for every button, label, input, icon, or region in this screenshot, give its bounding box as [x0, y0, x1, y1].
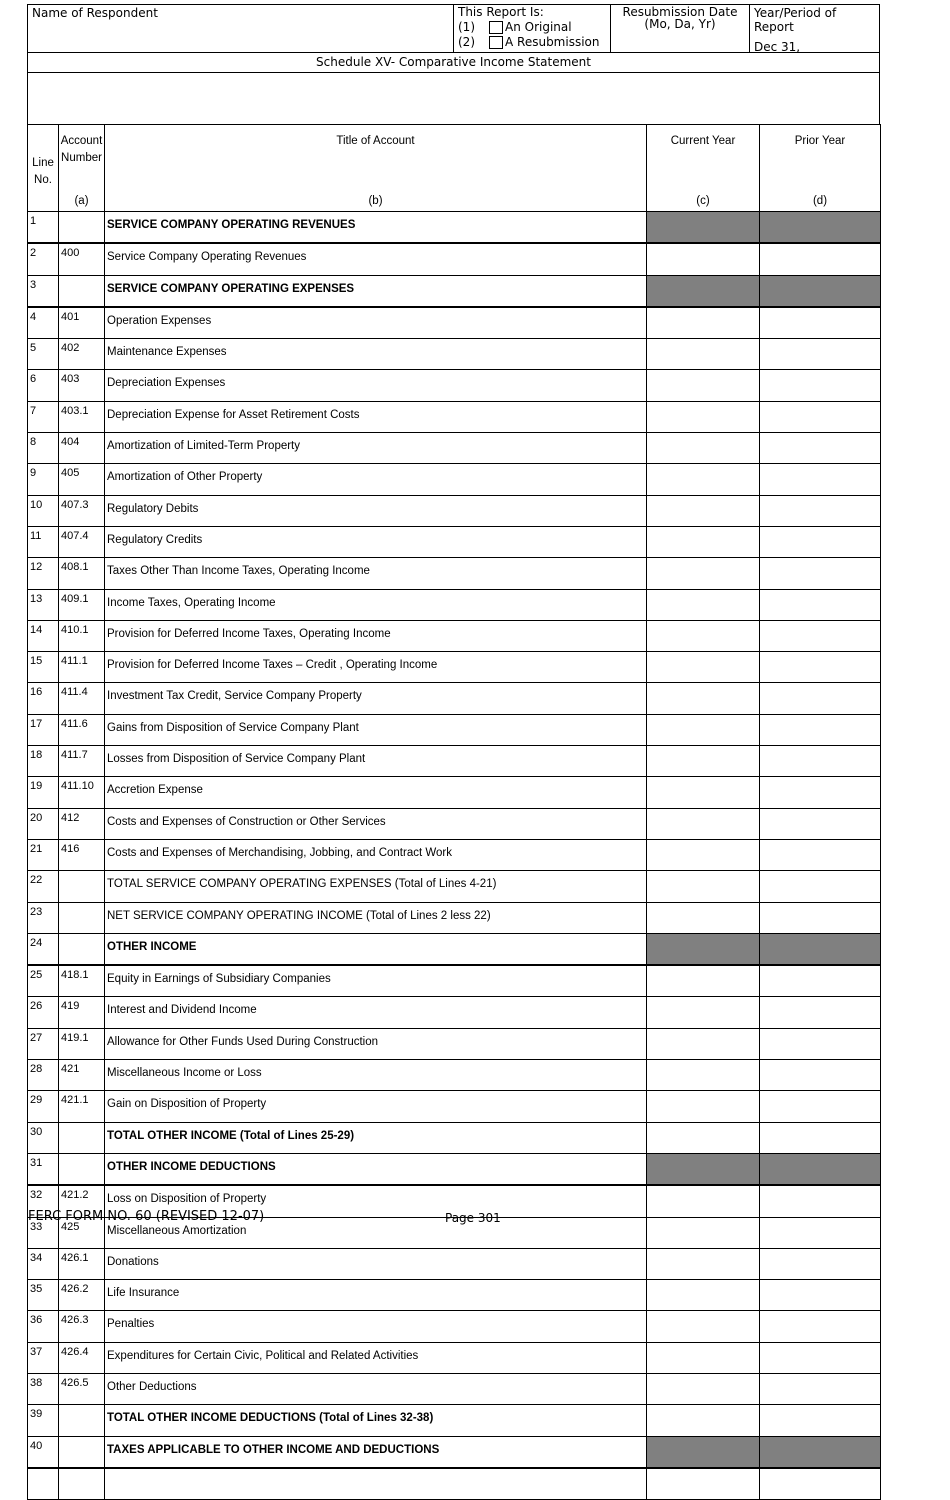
prior-year-value[interactable] — [760, 1122, 881, 1153]
column-letter-b: (b) — [368, 195, 383, 207]
account-title: Regulatory Debits — [105, 495, 647, 526]
line-number: 29 — [28, 1091, 59, 1122]
table-row — [28, 777, 881, 808]
table-row — [28, 1060, 881, 1091]
line-number: 25 — [28, 965, 59, 997]
table-row — [28, 558, 881, 589]
prior-year-value — [760, 212, 881, 244]
account-number — [59, 933, 105, 965]
page-number: Page 301 — [445, 1211, 501, 1225]
account-title: Amortization of Limited-Term Property — [105, 433, 647, 464]
current-year-value[interactable] — [647, 495, 760, 526]
title-of-account-header — [105, 125, 647, 212]
account-number: 426.5 — [59, 1373, 105, 1404]
table-row — [28, 307, 881, 339]
account-title: Depreciation Expenses — [105, 370, 647, 401]
line-number: 1 — [28, 212, 59, 244]
respondent-name-label: Name of Respondent — [32, 6, 158, 20]
column-letter-a: (a) — [74, 195, 89, 207]
account-number: 416 — [59, 839, 105, 870]
table-row — [28, 683, 881, 714]
account-number — [59, 212, 105, 244]
account-title: Costs and Expenses of Merchandising, Jobbing, and Contract Work — [105, 839, 647, 870]
account-number: 411.10 — [59, 777, 105, 808]
account-number: 418.1 — [59, 965, 105, 997]
line-number: 2 — [28, 243, 59, 275]
current-year-value[interactable] — [647, 1373, 760, 1404]
account-title: Life Insurance — [105, 1280, 647, 1311]
account-title: Penalties — [105, 1311, 647, 1342]
prior-year-value[interactable] — [760, 746, 881, 777]
current-year-value[interactable] — [647, 839, 760, 870]
line-number: 11 — [28, 526, 59, 557]
account-title: Regulatory Credits — [105, 526, 647, 557]
prior-year-value[interactable] — [760, 1468, 881, 1500]
account-title: Allowance for Other Funds Used During Construction — [105, 1028, 647, 1059]
line-number: 22 — [28, 871, 59, 902]
line-number: 21 — [28, 839, 59, 870]
option-original — [458, 20, 606, 35]
account-title: Taxes Other Than Income Taxes, Operating Income — [105, 558, 647, 589]
line-number: 27 — [28, 1028, 59, 1059]
prior-year-value[interactable] — [760, 777, 881, 808]
account-number — [59, 275, 105, 307]
line-number: 15 — [28, 652, 59, 683]
account-title: Costs and Expenses of Construction or Other Services — [105, 808, 647, 839]
table-row — [28, 1373, 881, 1404]
prior-year-value — [760, 933, 881, 965]
prior-year-value[interactable] — [760, 401, 881, 432]
current-year-value[interactable] — [647, 620, 760, 651]
table-row — [28, 902, 881, 933]
line-no-header — [28, 125, 59, 212]
account-number: 410.1 — [59, 620, 105, 651]
table-row — [28, 1153, 881, 1185]
account-title: TOTAL OTHER INCOME (Total of Lines 25-29) — [105, 1122, 647, 1153]
table-row — [28, 1091, 881, 1122]
table-row — [28, 464, 881, 495]
prior-year-value[interactable] — [760, 1028, 881, 1059]
account-title: TOTAL OTHER INCOME DEDUCTIONS (Total of Lines 32-38) — [105, 1405, 647, 1436]
current-year-value[interactable] — [647, 1280, 760, 1311]
prior-year-value[interactable] — [760, 683, 881, 714]
table-row — [28, 401, 881, 432]
table-row — [28, 243, 881, 275]
account-title: Maintenance Expenses — [105, 339, 647, 370]
table-row — [28, 839, 881, 870]
report-year-cell[interactable] — [750, 5, 879, 52]
current-year-value[interactable] — [647, 401, 760, 432]
table-row — [28, 808, 881, 839]
account-number: 401 — [59, 307, 105, 339]
account-number: 408.1 — [59, 558, 105, 589]
report-type-cell — [454, 5, 611, 52]
report-year-label: Year/Period of Report — [754, 6, 837, 34]
account-title: Investment Tax Credit, Service Company Property — [105, 683, 647, 714]
table-row — [28, 433, 881, 464]
prior-year-value[interactable] — [760, 464, 881, 495]
table-row — [28, 212, 881, 244]
prior-year-value[interactable] — [760, 339, 881, 370]
line-number: 8 — [28, 433, 59, 464]
prior-year-value[interactable] — [760, 1280, 881, 1311]
account-title: Gain on Disposition of Property — [105, 1091, 647, 1122]
prior-year-value[interactable] — [760, 1342, 881, 1373]
current-year-value[interactable] — [647, 1217, 760, 1248]
resubmission-date-format: (Mo, Da, Yr) — [644, 17, 716, 31]
table-row — [28, 1122, 881, 1153]
account-number: 404 — [59, 433, 105, 464]
line-number: 26 — [28, 997, 59, 1028]
current-year-value[interactable] — [647, 1468, 760, 1500]
account-number: 411.4 — [59, 683, 105, 714]
column-letter-d: (d) — [812, 195, 828, 207]
prior-year-value[interactable] — [760, 1217, 881, 1248]
line-number: 4 — [28, 307, 59, 339]
prior-year-value[interactable] — [760, 839, 881, 870]
prior-year-value — [760, 1153, 881, 1185]
account-number: 421.2 — [59, 1185, 105, 1217]
account-number — [59, 1436, 105, 1468]
current-year-value[interactable] — [647, 1342, 760, 1373]
income-statement-table — [27, 124, 881, 1500]
table-row — [28, 370, 881, 401]
account-number — [59, 902, 105, 933]
line-number: 19 — [28, 777, 59, 808]
account-number: 403 — [59, 370, 105, 401]
account-title: Accretion Expense — [105, 777, 647, 808]
current-year-value[interactable] — [647, 433, 760, 464]
prior-year-value[interactable] — [760, 871, 881, 902]
account-title: Loss on Disposition of Property — [105, 1185, 647, 1217]
account-title: Service Company Operating Revenues — [105, 243, 647, 275]
account-title — [105, 1468, 647, 1500]
account-number: 419 — [59, 997, 105, 1028]
table-body — [28, 212, 881, 1500]
column-letter-c: (c) — [696, 195, 710, 207]
account-number: 407.3 — [59, 495, 105, 526]
line-number: 38 — [28, 1373, 59, 1404]
table-row — [28, 933, 881, 965]
account-title: Gains from Disposition of Service Company Plant — [105, 714, 647, 745]
current-year-value[interactable] — [647, 558, 760, 589]
line-number: 33 — [28, 1217, 59, 1248]
current-year-value[interactable] — [647, 746, 760, 777]
prior-year-header — [760, 125, 881, 212]
prior-year-value[interactable] — [760, 589, 881, 620]
account-number: 400 — [59, 243, 105, 275]
original-checkbox[interactable] — [489, 21, 503, 34]
line-number: 13 — [28, 589, 59, 620]
account-title: Other Deductions — [105, 1373, 647, 1404]
account-number: 421.1 — [59, 1091, 105, 1122]
table-row — [28, 1436, 881, 1468]
account-title: Operation Expenses — [105, 307, 647, 339]
respondent-name-cell[interactable] — [28, 5, 454, 52]
line-number: 24 — [28, 933, 59, 965]
current-year-value[interactable] — [647, 1405, 760, 1436]
account-title: OTHER INCOME DEDUCTIONS — [105, 1153, 647, 1185]
account-number: 407.4 — [59, 526, 105, 557]
line-number: 5 — [28, 339, 59, 370]
table-row — [28, 1028, 881, 1059]
prior-year-value[interactable] — [760, 243, 881, 275]
line-number — [28, 1468, 59, 1500]
current-year-header — [647, 125, 760, 212]
line-number: 35 — [28, 1280, 59, 1311]
prior-year-value[interactable] — [760, 1248, 881, 1279]
line-number: 10 — [28, 495, 59, 526]
option-resubmission — [458, 35, 606, 50]
table-row — [28, 965, 881, 997]
line-number: 20 — [28, 808, 59, 839]
current-year-value[interactable] — [647, 1060, 760, 1091]
account-title: Interest and Dividend Income — [105, 997, 647, 1028]
account-number: 421 — [59, 1060, 105, 1091]
line-number: 14 — [28, 620, 59, 651]
current-year-value[interactable] — [647, 777, 760, 808]
line-number: 9 — [28, 464, 59, 495]
account-number: 426.1 — [59, 1248, 105, 1279]
option-resubmission-label: A Resubmission — [505, 35, 600, 49]
table-row — [28, 1280, 881, 1311]
line-number: 17 — [28, 714, 59, 745]
no-header-text: No. — [34, 174, 52, 186]
account-number — [59, 1122, 105, 1153]
prior-year-value — [760, 1436, 881, 1468]
table-row — [28, 1248, 881, 1279]
current-year-value[interactable] — [647, 307, 760, 339]
account-number — [59, 871, 105, 902]
option-original-number: (1) — [458, 20, 475, 34]
prior-year-value[interactable] — [760, 1311, 881, 1342]
account-number: 403.1 — [59, 401, 105, 432]
account-title: Amortization of Other Property — [105, 464, 647, 495]
current-year-value[interactable] — [647, 808, 760, 839]
column-header-row — [28, 125, 881, 212]
account-title: Miscellaneous Amortization — [105, 1217, 647, 1248]
current-year-value[interactable] — [647, 683, 760, 714]
line-header-text: Line — [32, 157, 54, 169]
current-year-value[interactable] — [647, 1311, 760, 1342]
current-year-value — [647, 275, 760, 307]
resubmission-date-cell[interactable] — [611, 5, 750, 52]
line-number: 12 — [28, 558, 59, 589]
account-number: 419.1 — [59, 1028, 105, 1059]
account-number-header — [59, 125, 105, 212]
account-number: 411.1 — [59, 652, 105, 683]
current-year-header-text: Current Year — [670, 135, 736, 147]
table-row — [28, 526, 881, 557]
line-number: 6 — [28, 370, 59, 401]
resubmission-date-label: Resubmission Date — [622, 5, 738, 19]
table-row — [28, 1311, 881, 1342]
account-title: TAXES APPLICABLE TO OTHER INCOME AND DEDUCTIONS — [105, 1436, 647, 1468]
current-year-value[interactable] — [647, 589, 760, 620]
table-row — [28, 714, 881, 745]
current-year-value[interactable] — [647, 243, 760, 275]
table-row — [28, 275, 881, 307]
account-number — [59, 1468, 105, 1500]
line-number: 18 — [28, 746, 59, 777]
line-number: 39 — [28, 1405, 59, 1436]
current-year-value[interactable] — [647, 652, 760, 683]
current-year-value[interactable] — [647, 965, 760, 997]
account-title: SERVICE COMPANY OPERATING REVENUES — [105, 212, 647, 244]
prior-year-header-text: Prior Year — [794, 135, 846, 147]
account-title: TOTAL SERVICE COMPANY OPERATING EXPENSES (Total of Lines 4-21) — [105, 871, 647, 902]
account-title: Losses from Disposition of Service Company Plant — [105, 746, 647, 777]
account-title: Donations — [105, 1248, 647, 1279]
form-number: FERC FORM NO. 60 (REVISED 12-07) — [28, 1209, 265, 1224]
current-year-value[interactable] — [647, 1185, 760, 1217]
current-year-value — [647, 1153, 760, 1185]
prior-year-value[interactable] — [760, 433, 881, 464]
account-number: 411.7 — [59, 746, 105, 777]
option-resubmission-number: (2) — [458, 35, 475, 49]
prior-year-value[interactable] — [760, 1373, 881, 1404]
prior-year-value[interactable] — [760, 902, 881, 933]
report-is-label: This Report Is: — [458, 5, 544, 19]
table-row — [28, 652, 881, 683]
account-title: OTHER INCOME — [105, 933, 647, 965]
table-row — [28, 997, 881, 1028]
prior-year-value[interactable] — [760, 1060, 881, 1091]
current-year-value[interactable] — [647, 1091, 760, 1122]
account-number: 402 — [59, 339, 105, 370]
prior-year-value[interactable] — [760, 370, 881, 401]
line-number: 28 — [28, 1060, 59, 1091]
table-row — [28, 1342, 881, 1373]
line-number: 36 — [28, 1311, 59, 1342]
prior-year-value[interactable] — [760, 808, 881, 839]
account-number: 405 — [59, 464, 105, 495]
current-year-value[interactable] — [647, 370, 760, 401]
account-title: Provision for Deferred Income Taxes, Operating Income — [105, 620, 647, 651]
account-title: Miscellaneous Income or Loss — [105, 1060, 647, 1091]
current-year-value[interactable] — [647, 871, 760, 902]
current-year-value — [647, 212, 760, 244]
line-number: 31 — [28, 1153, 59, 1185]
account-number: 411.6 — [59, 714, 105, 745]
line-number: 37 — [28, 1342, 59, 1373]
table-row — [28, 620, 881, 651]
account-title: Provision for Deferred Income Taxes – Credit , Operating Income — [105, 652, 647, 683]
option-original-label: An Original — [505, 20, 572, 34]
line-number: 7 — [28, 401, 59, 432]
schedule-title: Schedule XV- Comparative Income Statement — [27, 53, 880, 73]
account-number: 426.3 — [59, 1311, 105, 1342]
report-year-value: Dec 31, — [754, 40, 801, 54]
prior-year-value[interactable] — [760, 558, 881, 589]
prior-year-value[interactable] — [760, 997, 881, 1028]
ferc-form — [27, 4, 880, 1500]
resubmission-checkbox[interactable] — [489, 36, 503, 49]
prior-year-value[interactable] — [760, 620, 881, 651]
current-year-value[interactable] — [647, 1248, 760, 1279]
table-row — [28, 1405, 881, 1436]
prior-year-value[interactable] — [760, 1185, 881, 1217]
account-number: 425 — [59, 1217, 105, 1248]
account-title: Depreciation Expense for Asset Retirement Costs — [105, 401, 647, 432]
account-title: Expenditures for Certain Civic, Political and Related Activities — [105, 1342, 647, 1373]
table-row — [28, 1468, 881, 1500]
current-year-value[interactable] — [647, 526, 760, 557]
table-row — [28, 589, 881, 620]
prior-year-value — [760, 275, 881, 307]
table-row — [28, 871, 881, 902]
prior-year-value[interactable] — [760, 965, 881, 997]
current-year-value[interactable] — [647, 997, 760, 1028]
line-number: 40 — [28, 1436, 59, 1468]
account-number: 409.1 — [59, 589, 105, 620]
current-year-value — [647, 1436, 760, 1468]
current-year-value[interactable] — [647, 714, 760, 745]
prior-year-value[interactable] — [760, 1091, 881, 1122]
table-row — [28, 339, 881, 370]
current-year-value[interactable] — [647, 339, 760, 370]
table-row — [28, 495, 881, 526]
account-number — [59, 1153, 105, 1185]
line-number: 23 — [28, 902, 59, 933]
account-title: SERVICE COMPANY OPERATING EXPENSES — [105, 275, 647, 307]
account-number: 426.4 — [59, 1342, 105, 1373]
prior-year-value[interactable] — [760, 526, 881, 557]
current-year-value[interactable] — [647, 1028, 760, 1059]
current-year-value[interactable] — [647, 464, 760, 495]
form-header — [27, 4, 880, 53]
title-header-text: Title of Account — [336, 135, 415, 147]
account-title: NET SERVICE COMPANY OPERATING INCOME (Total of Lines 2 less 22) — [105, 902, 647, 933]
line-number: 30 — [28, 1122, 59, 1153]
account-number — [59, 1405, 105, 1436]
prior-year-value[interactable] — [760, 307, 881, 339]
current-year-value[interactable] — [647, 1122, 760, 1153]
current-year-value — [647, 933, 760, 965]
number-header-text: Number — [61, 152, 102, 164]
line-number: 3 — [28, 275, 59, 307]
prior-year-value[interactable] — [760, 1405, 881, 1436]
line-number: 32 — [28, 1185, 59, 1217]
current-year-value[interactable] — [647, 902, 760, 933]
blank-area — [27, 73, 880, 124]
prior-year-value[interactable] — [760, 714, 881, 745]
account-title: Equity in Earnings of Subsidiary Companies — [105, 965, 647, 997]
account-header-text: Account — [60, 135, 103, 147]
line-number: 34 — [28, 1248, 59, 1279]
account-number: 426.2 — [59, 1280, 105, 1311]
account-title: Income Taxes, Operating Income — [105, 589, 647, 620]
account-number: 412 — [59, 808, 105, 839]
table-row — [28, 746, 881, 777]
prior-year-value[interactable] — [760, 652, 881, 683]
prior-year-value[interactable] — [760, 495, 881, 526]
line-number: 16 — [28, 683, 59, 714]
